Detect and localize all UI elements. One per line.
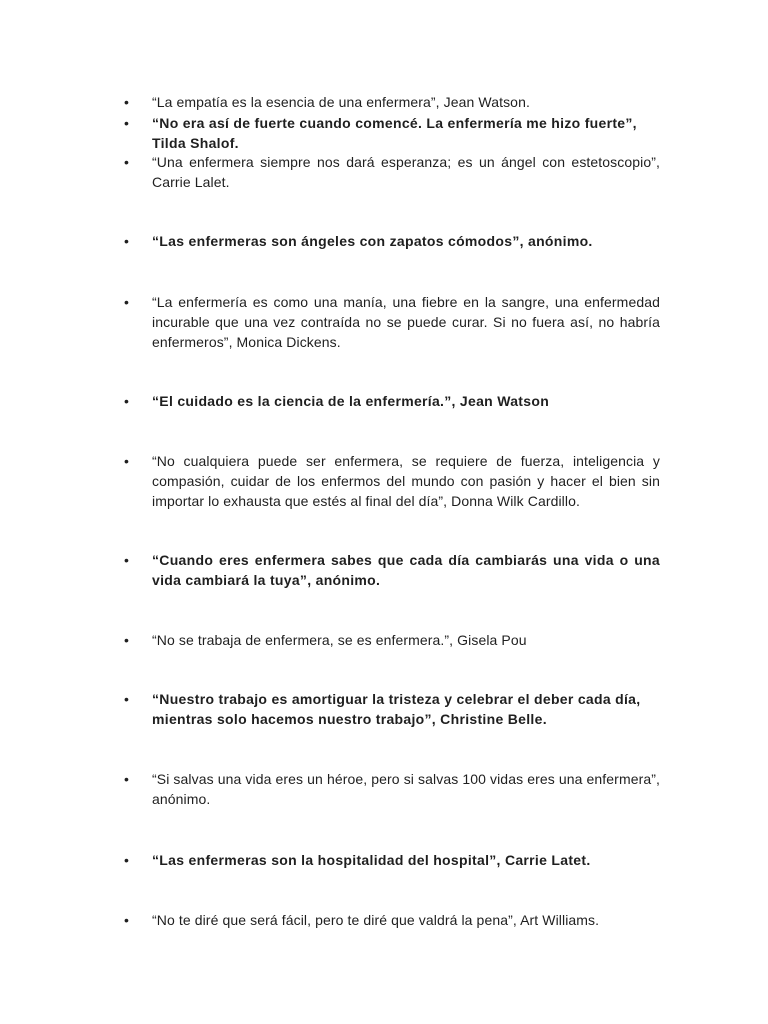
quote-text: “No se trabaja de enfermera, se es enfermera.”, Gisela Pou [152, 632, 527, 648]
quote-text: “Si salvas una vida eres un héroe, pero si salvas 100 vidas eres una enfermera”, anónimo. [152, 771, 660, 807]
quote-text: “Las enfermeras son la hospitalidad del hospital”, Carrie Latet. [152, 852, 591, 868]
bullet-icon: • [124, 912, 129, 928]
quote-item [124, 451, 660, 511]
quote-text: “Cuando eres enfermera sabes que cada día cambiarás una vida o una vida cambiará la tuya”, anónimo. [152, 552, 660, 588]
quote-text: “Nuestro trabajo es amortiguar la tristeza y celebrar el deber cada día, mientras solo hacemos nuestro trabajo”, Christine Belle. [152, 691, 641, 727]
quote-text: “No cualquiera puede ser enfermera, se requiere de fuerza, inteligencia y compasión, cuidar de los enfermos del mundo con pasión y hacer el bien sin importar lo exhausta que estés al final del día”, Donna Wilk Cardillo. [152, 453, 660, 509]
quote-text: “No era así de fuerte cuando comencé. La enfermería me hizo fuerte”, Tilda Shalof. [152, 115, 637, 151]
quote-item [124, 92, 660, 112]
quote-item [124, 231, 660, 251]
quote-item [124, 689, 660, 729]
bullet-icon: • [124, 453, 129, 469]
bullet-icon: • [124, 552, 129, 568]
quote-text: “El cuidado es la ciencia de la enfermería.”, Jean Watson [152, 393, 550, 409]
quote-item [124, 292, 660, 352]
bullet-icon: • [124, 632, 129, 648]
quote-text: “La enfermería es como una manía, una fiebre en la sangre, una enfermedad incurable que una vez contraída no se puede curar. Si no fuera así, no habría enfermeros”, Monica Dickens. [152, 294, 660, 350]
quote-text: “La empatía es la esencia de una enfermera”, Jean Watson. [152, 94, 530, 110]
bullet-icon: • [124, 852, 129, 868]
quote-item [124, 391, 660, 411]
quote-item [124, 630, 660, 650]
bullet-icon: • [124, 233, 129, 249]
bullet-icon: • [124, 691, 129, 707]
bullet-icon: • [124, 154, 129, 170]
quote-item [124, 550, 660, 590]
quote-text: “Las enfermeras son ángeles con zapatos cómodos”, anónimo. [152, 233, 593, 249]
bullet-icon: • [124, 294, 129, 310]
quote-item [124, 769, 660, 809]
quote-text: “Una enfermera siempre nos dará esperanza; es un ángel con estetoscopio”, Carrie Lalet. [152, 154, 660, 190]
quote-item [124, 113, 660, 153]
bullet-icon: • [124, 94, 129, 110]
bullet-icon: • [124, 771, 129, 787]
quote-item [124, 850, 660, 870]
quote-text: “No te diré que será fácil, pero te diré que valdrá la pena”, Art Williams. [152, 912, 600, 928]
bullet-icon: • [124, 115, 129, 131]
quote-item [124, 910, 660, 930]
quote-item [124, 152, 660, 192]
bullet-icon: • [124, 393, 129, 409]
